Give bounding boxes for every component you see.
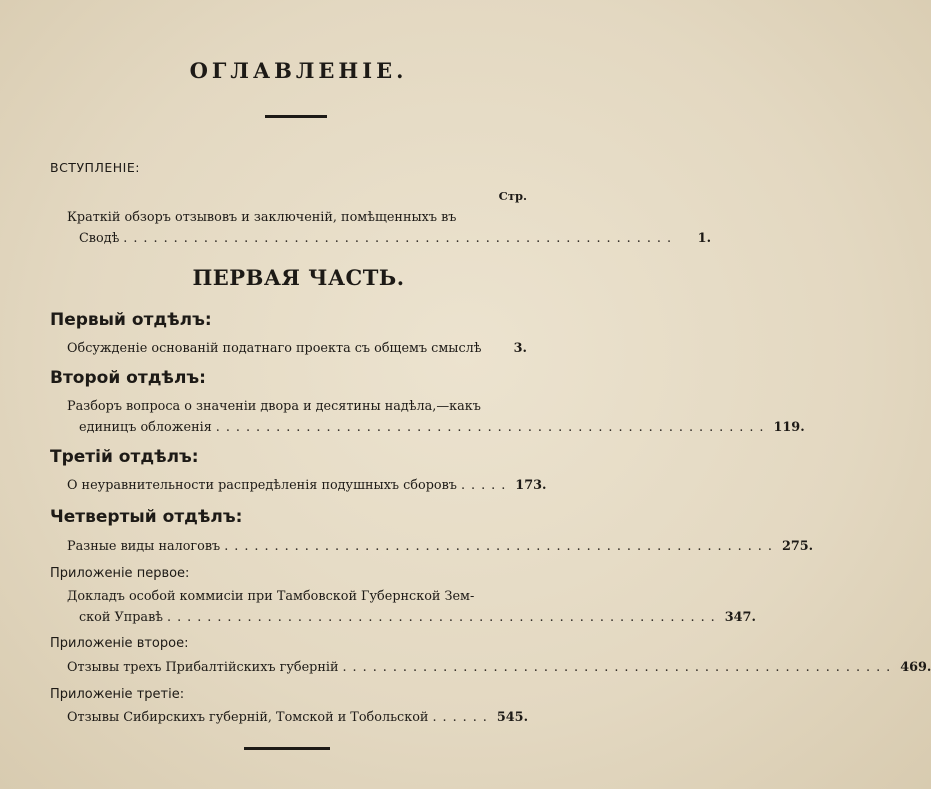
entry-text: Краткій обзоръ отзывовъ и заключеній, помѣщенныхъ въ (67, 210, 457, 225)
leader-dots: ....................................................... (224, 539, 778, 554)
leader-dots: ...... (432, 710, 493, 725)
leader-dots: ....................................................... (342, 660, 897, 675)
page-number: 119. (773, 420, 805, 435)
appendix-heading: Приложеніе первое: (50, 566, 190, 581)
section-heading: Второй отдѣлъ: (50, 368, 206, 388)
section-entry (67, 475, 547, 496)
leader-dots: ....................................................... (215, 420, 770, 435)
entry-text: Обсужденіе основаній податнаго проекта съ общемъ смыслѣ (67, 341, 482, 356)
entry-text: Докладъ особой коммисіи при Тамбовской Губернской Зем- (67, 589, 475, 604)
intro-heading: ВСТУПЛЕНІЕ: (50, 160, 140, 175)
entry-text: ской Управѣ (79, 610, 163, 625)
section-heading: Четвертый отдѣлъ: (50, 507, 243, 527)
entry-text: Отзывы трехъ Прибалтійскихъ губерній (67, 660, 339, 675)
closing-divider (244, 747, 330, 750)
entry-text: Разборъ вопроса о значеніи двора и десятины надѣла,—какъ (67, 399, 481, 414)
page-title: ОГЛАВЛЕНІЕ. (189, 58, 408, 83)
appendix-heading: Приложеніе третіе: (50, 687, 185, 702)
appendix-entry (67, 657, 931, 678)
appendix-heading: Приложеніе второе: (50, 636, 189, 651)
leader-dots: ....................................................... (167, 610, 721, 625)
section-heading: Первый отдѣлъ: (50, 310, 212, 330)
page-number: 347. (724, 610, 756, 625)
entry-text: единицъ обложенія (79, 420, 212, 435)
entry-text: Разные виды налоговъ (67, 539, 221, 554)
entry-text: Отзывы Сибирскихъ губерній, Томской и Тобольской (67, 710, 429, 725)
section-entry (67, 396, 805, 438)
title-divider (265, 115, 327, 118)
page-number: 545. (496, 710, 529, 725)
section-entry (67, 536, 814, 557)
page-number: 1. (697, 231, 712, 246)
entry-text: О неуравнительности распредѣленія подушныхъ сборовъ (67, 478, 457, 493)
leader-dots: ..... (460, 478, 512, 493)
intro-entry (67, 207, 712, 249)
page-number: 469. (900, 660, 931, 675)
part-title: ПЕРВАЯ ЧАСТЬ. (192, 265, 405, 290)
page-number: 3. (513, 341, 527, 356)
section-entry (67, 338, 527, 359)
appendix-entry (67, 586, 756, 628)
leader-dots: ....................................................... (123, 231, 678, 246)
page-column-label: Стр. (498, 189, 527, 203)
page-number: 173. (515, 478, 547, 493)
section-heading: Третій отдѣлъ: (50, 447, 199, 467)
appendix-entry (67, 707, 527, 728)
entry-text: Сводѣ (79, 231, 120, 246)
page-number: 275. (781, 539, 814, 554)
